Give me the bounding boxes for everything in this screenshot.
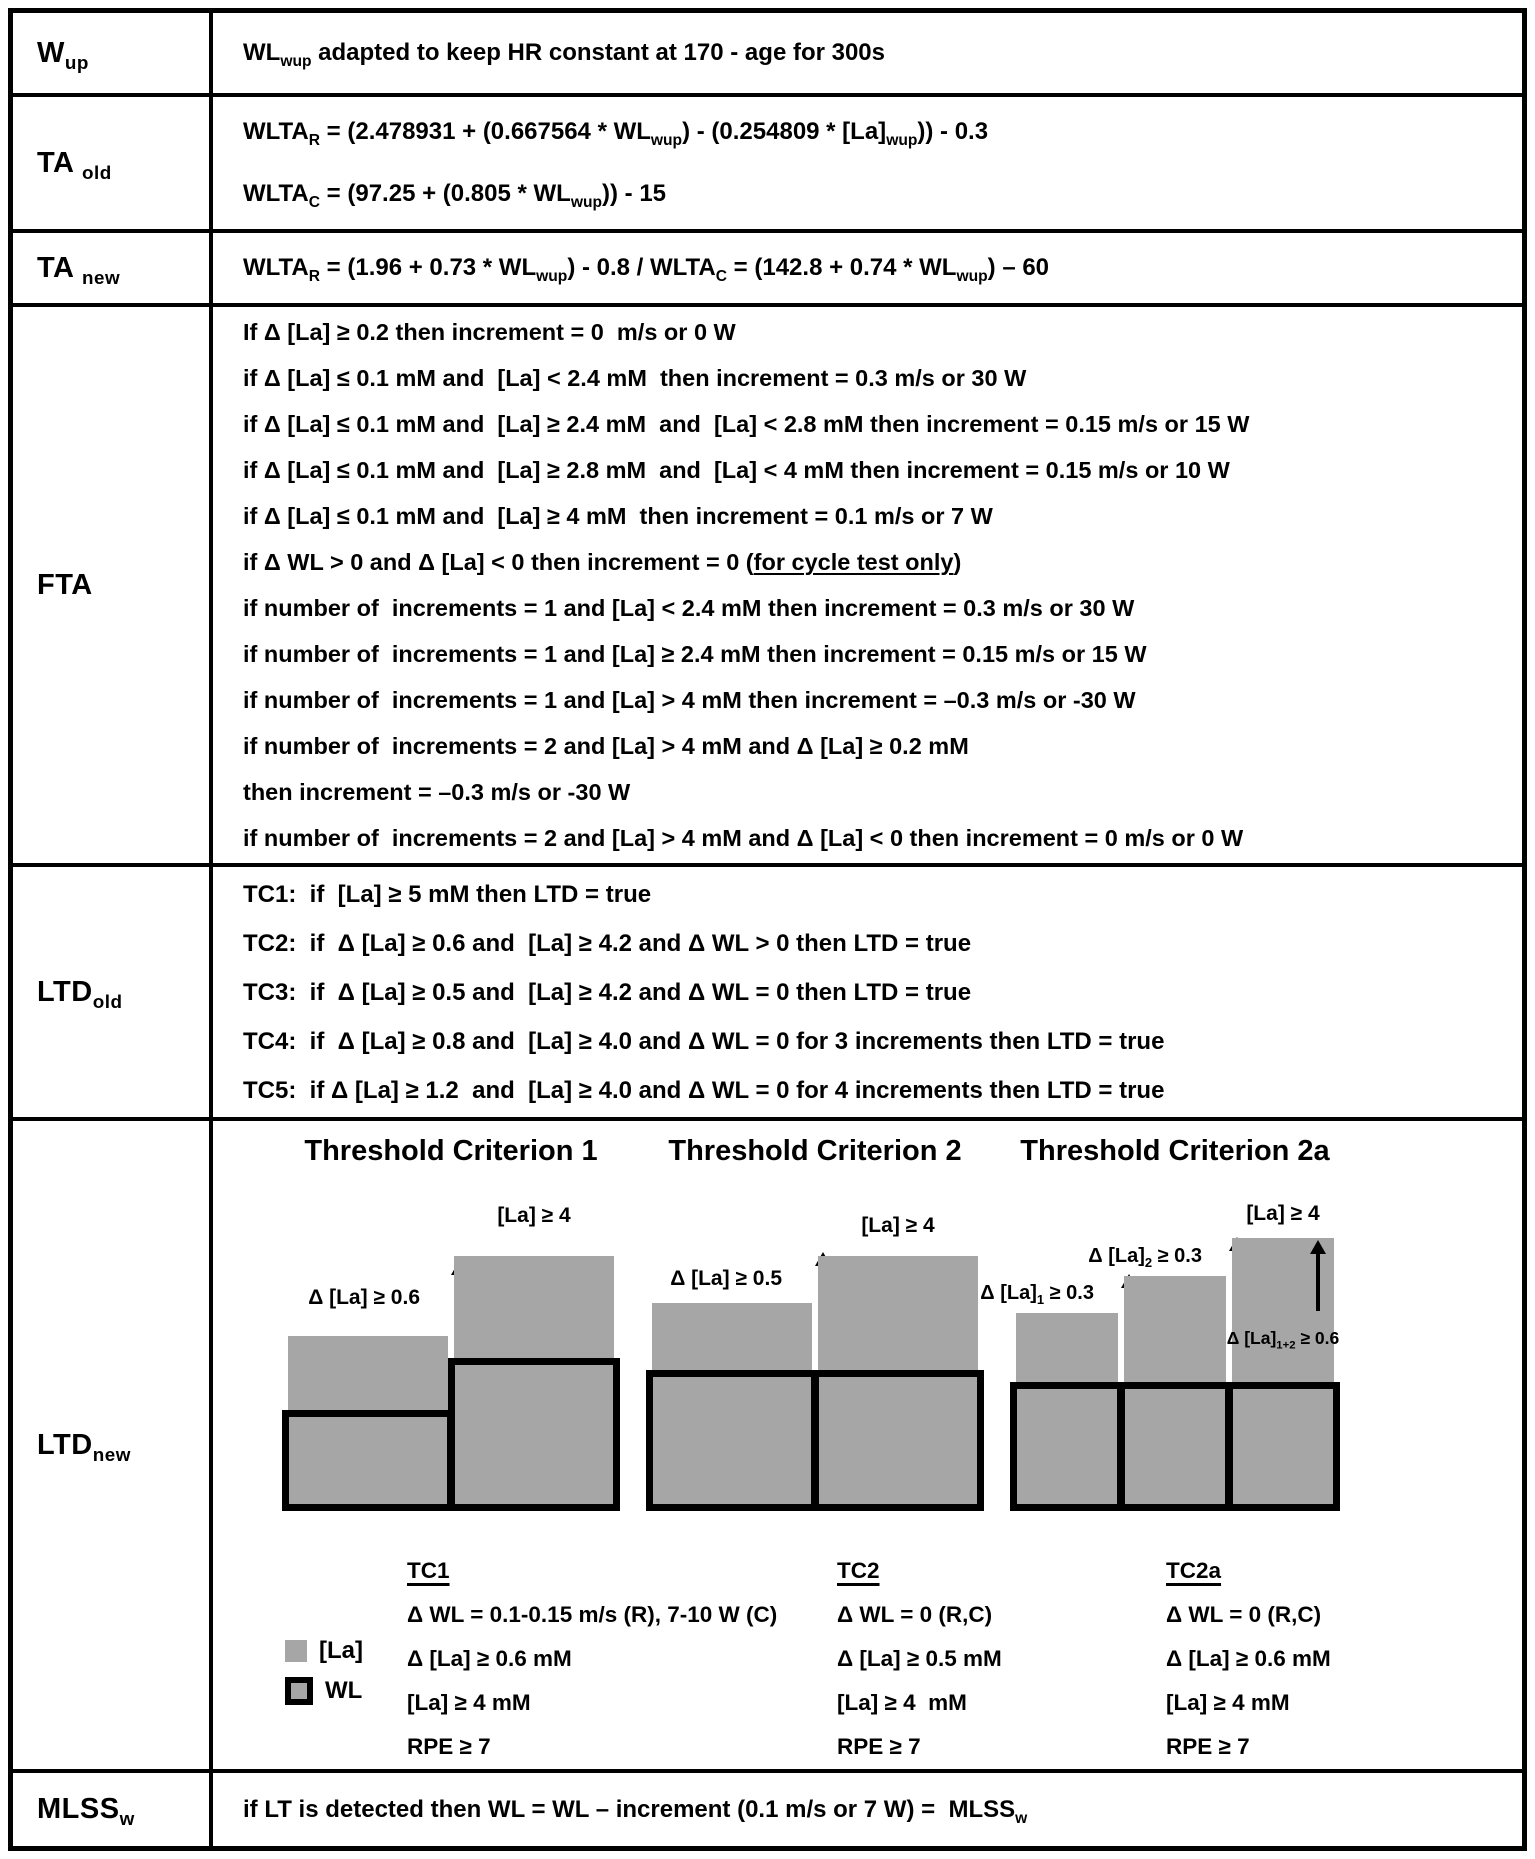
wl-legend-swatch-icon [285,1677,313,1705]
ltd-old-criterion: TC3: if Δ [La] ≥ 0.5 and [La] ≥ 4.2 and Δ WL = 0 then LTD = true [243,978,972,1006]
tc2a-criteria-block [1166,1513,1522,1769]
ltd-old-criterion: TC5: if Δ [La] ≥ 1.2 and [La] ≥ 4.0 and Δ WL = 0 for 4 increments then LTD = true [243,1076,1165,1104]
diagram-footer [213,1513,1522,1769]
table-row-ta-old [13,97,1522,233]
diagram-title: Threshold Criterion 2a [1020,1135,1330,1167]
threshold-diagrams [213,1121,1522,1511]
ltd-old-criterion: TC2: if Δ [La] ≥ 0.6 and [La] ≥ 4.2 and Δ WL > 0 then LTD = true [243,929,972,957]
table-row-fta [13,307,1522,867]
fta-rule: if Δ [La] ≤ 0.1 mM and [La] ≥ 2.8 mM and [La] < 4 mM then increment = 0.15 m/s or 10 W [243,457,1230,483]
tc2a-chart [980,1181,1360,1511]
wl-box [1118,1382,1232,1511]
legend-label: [La] [319,1637,363,1664]
row-label-text: $W_{up}$ [37,36,89,73]
row-label-mlss [13,1773,213,1846]
tc1-chart [271,1181,631,1511]
row-content-ltd-old [213,867,1522,1117]
tc-criterion-line: Δ WL = 0 (R,C) [837,1602,993,1627]
delta-la1-label: Δ $[La]_1 \ge 0.3$ [980,1282,1094,1307]
diagram-threshold-criterion-1 [271,1135,631,1511]
la-threshold-label: [La] ≥ 4 [1246,1202,1320,1225]
tc-criterion-line: RPE ≥ 7 [1166,1734,1250,1759]
fta-rule: If Δ [La] ≥ 0.2 then increment = 0 m/s or 0 W [243,319,736,345]
wl-box [1010,1382,1124,1511]
ta-old-formula-running: $WLTA_R = (2.478931 + (0.667564 * WL_{wup}) - (0.254809 * [La]_{wup})) - 0.3$ [243,118,989,149]
delta-la-label: Δ [La] ≥ 0.5 [670,1267,782,1290]
row-content-mlss [213,1773,1522,1846]
delta-la-label: Δ [La] ≥ 0.6 [308,1286,420,1309]
fta-rule: if number of increments = 1 and [La] ≥ 2.4 mM then increment = 0.15 m/s or 15 W [243,641,1147,667]
row-label-text: FTA [37,568,93,601]
legend [285,1513,407,1769]
diagram-title: Threshold Criterion 2 [668,1135,962,1167]
row-label-wup [13,13,213,93]
row-label-text: TA $_{new}$ [37,251,121,288]
legend-item-la [285,1631,407,1671]
la-bar [288,1286,448,1511]
row-label-ltd-old [13,867,213,1117]
wl-box [812,1370,984,1511]
table-row-ltd-new [13,1121,1522,1773]
row-label-text: $LTD_{new}$ [37,1428,131,1465]
tc-criterion-line: Δ WL = 0 (R,C) [1166,1602,1322,1627]
row-label-ta-new [13,233,213,303]
la-bar [1088,1245,1226,1511]
row-content-fta [213,307,1522,863]
table-row-ta-new [13,233,1522,307]
tc-criterion-line: RPE ≥ 7 [837,1734,921,1759]
fta-rule: if Δ WL > 0 and Δ [La] < 0 then increment = 0 (for cycle test only) [243,549,962,575]
wl-box [448,1358,620,1511]
diagram-threshold-criterion-2 [640,1135,990,1511]
wl-box [282,1410,454,1511]
wup-definition: $WL_{wup}$ adapted to keep HR constant at 170 - age for 300s [243,39,886,70]
row-content-wup [213,13,1522,93]
tc-criterion-line: Δ [La] ≥ 0.6 mM [407,1646,572,1671]
row-content-ltd-new [213,1121,1522,1769]
fta-rule: if Δ [La] ≤ 0.1 mM and [La] < 2.4 mM then increment = 0.3 m/s or 30 W [243,365,1027,391]
tc-criterion-line: Δ WL = 0.1-0.15 m/s (R), 7-10 W (C) [407,1602,778,1627]
ltd-old-criterion: TC4: if Δ [La] ≥ 0.8 and [La] ≥ 4.0 and Δ WL = 0 for 3 increments then LTD = true [243,1027,1165,1055]
row-label-text: $LTD_{old}$ [37,975,123,1012]
row-label-text: TA $_{old}$ [37,146,112,183]
ta-new-formula: $WLTA_R = (1.96 + 0.73 * WL_{wup}) - 0.8$ / $WLTA_C = (142.8 + 0.74 * WL_{wup}) - 60$ [243,254,1050,285]
row-label-ltd-new [13,1121,213,1769]
ta-old-formula-cycling: $WLTA_C = (97.25 + (0.805 * WL_{wup})) - 15$ [243,180,667,211]
row-content-ta-old [213,97,1522,229]
table-row-ltd-old [13,867,1522,1121]
la-bar [818,1214,978,1511]
tc1-header: TC1 [407,1558,450,1583]
row-content-ta-new [213,233,1522,303]
la-legend-swatch-icon [285,1640,307,1662]
la-bar [1226,1202,1340,1511]
row-label-text: $MLSS_w$ [37,1793,135,1829]
delta-la-sum-label: Δ $[La]_{1+2} \ge 0.6$ [1226,1328,1340,1352]
fta-rule: if Δ [La] ≤ 0.1 mM and [La] ≥ 4 mM then increment = 0.1 m/s or 7 W [243,503,993,529]
la-bar [454,1204,614,1511]
tc-criterion-line: [La] ≥ 4 mM [1166,1690,1290,1715]
la-bar [980,1282,1118,1511]
tc2a-header: TC2a [1166,1558,1222,1583]
mlss-definition: if LT is detected then WL = WL – increment (0.1 m/s or 7 $W) = MLSS_w$ [243,1795,1028,1827]
delta-la2-label: Δ $[La]_2 \ge 0.3$ [1088,1245,1202,1270]
wl-box [646,1370,818,1511]
tc2-criteria-block [837,1513,1166,1769]
table-row-wup [13,13,1522,97]
legend-label: WL [325,1677,363,1704]
diagram-threshold-criterion-2a [980,1135,1360,1511]
fta-rule: then increment = –0.3 m/s or -30 W [243,779,631,805]
table-row-mlss [13,1773,1522,1846]
la-threshold-label: [La] ≥ 4 [861,1214,935,1237]
protocol-table [8,8,1527,1851]
fta-rule: if number of increments = 2 and [La] > 4 mM and Δ [La] < 0 then increment = 0 m/s or 0 W [243,825,1244,851]
diagram-title: Threshold Criterion 1 [304,1135,598,1167]
tc-criterion-line: Δ [La] ≥ 0.6 mM [1166,1646,1331,1671]
tc-criterion-line: [La] ≥ 4 mM [407,1690,531,1715]
fta-rule: if number of increments = 1 and [La] > 4 mM then increment = –0.3 m/s or -30 W [243,687,1136,713]
up-arrow-long-icon [1316,1253,1320,1311]
ltd-old-criterion: TC1: if [La] ≥ 5 mM then LTD = true [243,880,652,908]
la-bar [652,1267,812,1511]
wl-box [1226,1382,1340,1511]
row-label-ta-old [13,97,213,229]
fta-rule: if Δ [La] ≤ 0.1 mM and [La] ≥ 2.4 mM and [La] < 2.8 mM then increment = 0.15 m/s or 15 W [243,411,1250,437]
legend-item-wl [285,1671,407,1711]
tc-criterion-line: Δ [La] ≥ 0.5 mM [837,1646,1002,1671]
la-threshold-label: [La] ≥ 4 [497,1204,571,1227]
tc-criterion-line: [La] ≥ 4 mM [837,1690,967,1715]
fta-rule: if number of increments = 2 and [La] > 4 mM and Δ [La] ≥ 0.2 mM [243,733,969,759]
tc-criterion-line: RPE ≥ 7 [407,1734,491,1759]
tc1-criteria-block [407,1513,837,1769]
fta-rule: if number of increments = 1 and [La] < 2.4 mM then increment = 0.3 m/s or 30 W [243,595,1135,621]
tc2-chart [640,1181,990,1511]
tc2-header: TC2 [837,1558,880,1583]
row-label-fta [13,307,213,863]
